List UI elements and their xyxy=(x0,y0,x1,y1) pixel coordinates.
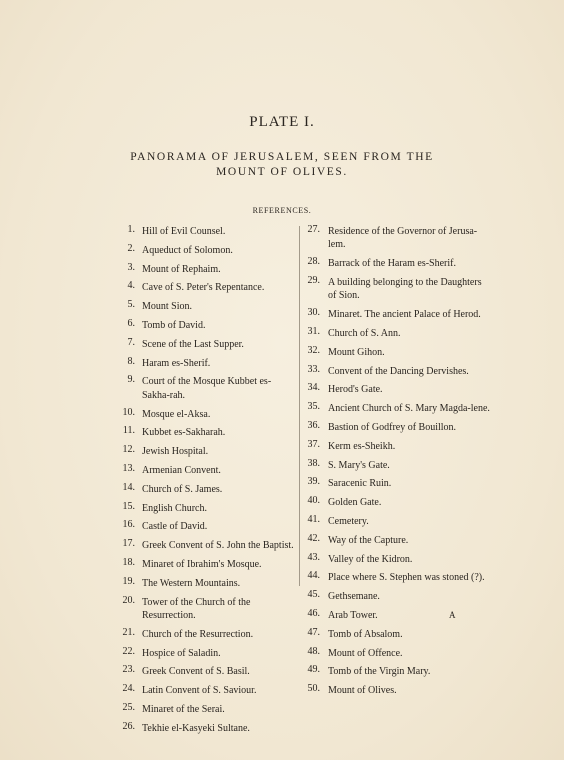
reference-text: Arab Tower. xyxy=(328,609,378,621)
reference-item xyxy=(100,664,298,683)
reference-text: Tower of the Church of the Resurrection. xyxy=(142,596,251,621)
reference-text: Mount of Rephaim. xyxy=(142,263,221,275)
reference-text: Cave of S. Peter's Repentance. xyxy=(142,282,265,294)
reference-number: 29. xyxy=(307,275,320,286)
reference-text: Greek Convent of S. John the Baptist. xyxy=(142,540,294,552)
reference-item xyxy=(300,307,490,326)
reference-item xyxy=(300,514,490,533)
subtitle-line-2: MOUNT OF OLIVES. xyxy=(216,166,348,178)
reference-text: Minaret of the Serai. xyxy=(142,703,225,715)
reference-item xyxy=(300,683,490,702)
reference-text: Scene of the Last Supper. xyxy=(142,338,244,350)
reference-number: 9. xyxy=(127,374,135,386)
reference-text: Kerm es-Sheikh. xyxy=(328,440,396,452)
reference-number: 23. xyxy=(122,664,135,676)
reference-item xyxy=(100,374,298,406)
reference-item xyxy=(100,595,298,627)
reference-number: 19. xyxy=(122,575,135,587)
reference-item xyxy=(300,608,490,627)
reference-number: 31. xyxy=(307,326,320,337)
reference-text: Residence of the Governor of Jerusa-lem. xyxy=(328,226,478,251)
reference-item xyxy=(300,420,490,439)
reference-item xyxy=(300,570,490,589)
reference-number: 11. xyxy=(122,425,135,437)
reference-number: 27. xyxy=(307,224,320,235)
reference-text: Tomb of David. xyxy=(142,319,206,331)
reference-text: Mount of Olives. xyxy=(328,685,397,697)
reference-text: Mosque el-Aksa. xyxy=(142,408,211,420)
reference-item xyxy=(100,538,298,557)
reference-item xyxy=(300,364,490,383)
signature-mark: A xyxy=(449,610,456,620)
reference-number: 16. xyxy=(122,519,135,531)
references-heading: REFERENCES. xyxy=(252,206,312,215)
reference-number: 15. xyxy=(122,500,135,512)
reference-text: Church of S. Ann. xyxy=(328,328,401,339)
reference-number: 48. xyxy=(307,645,320,657)
reference-number: 12. xyxy=(122,444,135,456)
reference-item xyxy=(300,495,490,514)
reference-number: 37. xyxy=(307,438,320,450)
reference-text: Saracenic Ruin. xyxy=(328,478,392,490)
reference-number: 41. xyxy=(307,513,320,525)
reference-item xyxy=(100,501,298,520)
reference-text: Minaret of Ibrahim's Mosque. xyxy=(142,558,262,570)
reference-item xyxy=(100,262,298,281)
reference-text: Haram es-Sherif. xyxy=(142,357,211,369)
reference-text: Armenian Convent. xyxy=(142,464,221,476)
reference-number: 40. xyxy=(307,495,320,507)
reference-item xyxy=(100,646,298,665)
reference-text: A building belonging to the Daughters of Sion. xyxy=(328,277,482,302)
reference-number: 6. xyxy=(127,317,135,329)
reference-item xyxy=(100,318,298,337)
reference-text: Kubbet es-Sakharah. xyxy=(142,427,226,439)
reference-number: 44. xyxy=(307,570,320,582)
reference-text: Court of the Mosque Kubbet es-Sakha-rah. xyxy=(142,376,272,401)
reference-number: 36. xyxy=(307,419,320,431)
reference-item xyxy=(100,557,298,576)
reference-text: Tekhie el-Kasyeki Sultane. xyxy=(142,722,250,734)
reference-text: English Church. xyxy=(142,502,207,514)
reference-item xyxy=(100,463,298,482)
reference-number: 47. xyxy=(307,626,320,638)
reference-number: 3. xyxy=(127,261,135,273)
reference-number: 38. xyxy=(307,457,320,469)
plate-title: PLATE I. xyxy=(249,114,315,130)
reference-item xyxy=(100,721,298,740)
reference-item xyxy=(300,476,490,495)
reference-item xyxy=(100,482,298,501)
reference-number: 28. xyxy=(307,256,320,268)
reference-text: Golden Gate. xyxy=(328,497,382,509)
reference-item xyxy=(100,407,298,426)
reference-item xyxy=(100,299,298,318)
reference-text: Herod's Gate. xyxy=(328,384,383,396)
reference-number: 20. xyxy=(122,594,135,606)
reference-text: Convent of the Dancing Dervishes. xyxy=(328,365,469,377)
reference-text: Hill of Evil Counsel. xyxy=(142,226,226,237)
reference-item xyxy=(100,224,298,243)
reference-number: 42. xyxy=(307,532,320,544)
reference-text: Jewish Hospital. xyxy=(142,446,209,458)
reference-text: Place where S. Stephen was stoned (?). xyxy=(328,572,485,584)
reference-number: 17. xyxy=(122,538,135,550)
reference-text: Hospice of Saladin. xyxy=(142,647,221,659)
reference-text: Valley of the Kidron. xyxy=(328,553,413,565)
references-left-column xyxy=(100,224,298,740)
reference-text: Mount Gihon. xyxy=(328,346,385,358)
reference-text: Church of the Resurrection. xyxy=(142,628,254,640)
reference-item xyxy=(300,439,490,458)
reference-number: 45. xyxy=(307,589,320,601)
plate-subtitle xyxy=(0,150,564,180)
reference-text: Minaret. The ancient Palace of Herod. xyxy=(328,309,481,321)
reference-text: Latin Convent of S. Saviour. xyxy=(142,685,257,697)
reference-item xyxy=(100,444,298,463)
reference-number: 14. xyxy=(122,481,135,493)
reference-number: 35. xyxy=(307,401,320,413)
reference-item xyxy=(300,256,490,275)
reference-item xyxy=(300,401,490,420)
reference-number: 46. xyxy=(307,607,320,619)
reference-text: Barrack of the Haram es-Sherif. xyxy=(328,258,456,270)
reference-item xyxy=(300,664,490,683)
reference-item xyxy=(100,280,298,299)
reference-item xyxy=(100,356,298,375)
reference-text: Ancient Church of S. Mary Magda-lene. xyxy=(328,403,490,415)
reference-item xyxy=(100,702,298,721)
reference-number: 25. xyxy=(122,701,135,713)
reference-text: Church of S. James. xyxy=(142,483,223,495)
reference-number: 7. xyxy=(127,336,135,348)
reference-text: The Western Mountains. xyxy=(142,577,241,589)
reference-item xyxy=(300,627,490,646)
reference-text: Greek Convent of S. Basil. xyxy=(142,666,250,678)
reference-number: 4. xyxy=(127,280,135,292)
reference-number: 43. xyxy=(307,551,320,563)
reference-number: 1. xyxy=(127,224,135,235)
reference-number: 22. xyxy=(122,645,135,657)
reference-item xyxy=(100,627,298,646)
reference-text: Cemetery. xyxy=(328,515,369,527)
reference-number: 8. xyxy=(127,355,135,367)
reference-number: 13. xyxy=(122,462,135,474)
reference-text: Tomb of the Virgin Mary. xyxy=(328,666,431,678)
reference-item xyxy=(300,533,490,552)
reference-number: 34. xyxy=(307,382,320,394)
reference-number: 32. xyxy=(307,344,320,356)
reference-number: 30. xyxy=(307,307,320,319)
reference-number: 18. xyxy=(122,556,135,568)
reference-number: 2. xyxy=(127,242,135,254)
reference-item xyxy=(300,646,490,665)
reference-text: Mount of Offence. xyxy=(328,647,403,659)
reference-text: Gethsemane. xyxy=(328,591,380,603)
reference-number: 49. xyxy=(307,664,320,676)
reference-item xyxy=(100,683,298,702)
reference-item xyxy=(300,224,490,256)
reference-number: 50. xyxy=(307,683,320,695)
reference-text: S. Mary's Gate. xyxy=(328,459,390,471)
reference-text: Tomb of Absalom. xyxy=(328,628,403,640)
reference-item xyxy=(100,337,298,356)
subtitle-line-1: PANORAMA OF JERUSALEM, SEEN FROM THE xyxy=(130,151,434,163)
reference-item xyxy=(300,326,490,345)
reference-item xyxy=(100,425,298,444)
reference-number: 5. xyxy=(127,299,135,311)
reference-text: Aqueduct of Solomon. xyxy=(142,244,233,256)
reference-text: Castle of David. xyxy=(142,521,208,533)
reference-number: 21. xyxy=(122,626,135,638)
reference-number: 33. xyxy=(307,363,320,375)
reference-number: 24. xyxy=(122,683,135,695)
references-right-column xyxy=(300,224,490,702)
reference-item xyxy=(300,552,490,571)
reference-item xyxy=(300,275,490,307)
reference-item xyxy=(100,519,298,538)
reference-item xyxy=(300,382,490,401)
reference-number: 39. xyxy=(307,476,320,488)
reference-item xyxy=(300,345,490,364)
reference-number: 26. xyxy=(122,720,135,732)
reference-item xyxy=(300,589,490,608)
reference-item xyxy=(100,576,298,595)
reference-text: Bastion of Godfrey of Bouillon. xyxy=(328,421,457,433)
reference-item xyxy=(300,458,490,477)
reference-text: Mount Sion. xyxy=(142,301,193,313)
reference-item xyxy=(100,243,298,262)
reference-number: 10. xyxy=(122,406,135,418)
reference-text: Way of the Capture. xyxy=(328,534,409,546)
